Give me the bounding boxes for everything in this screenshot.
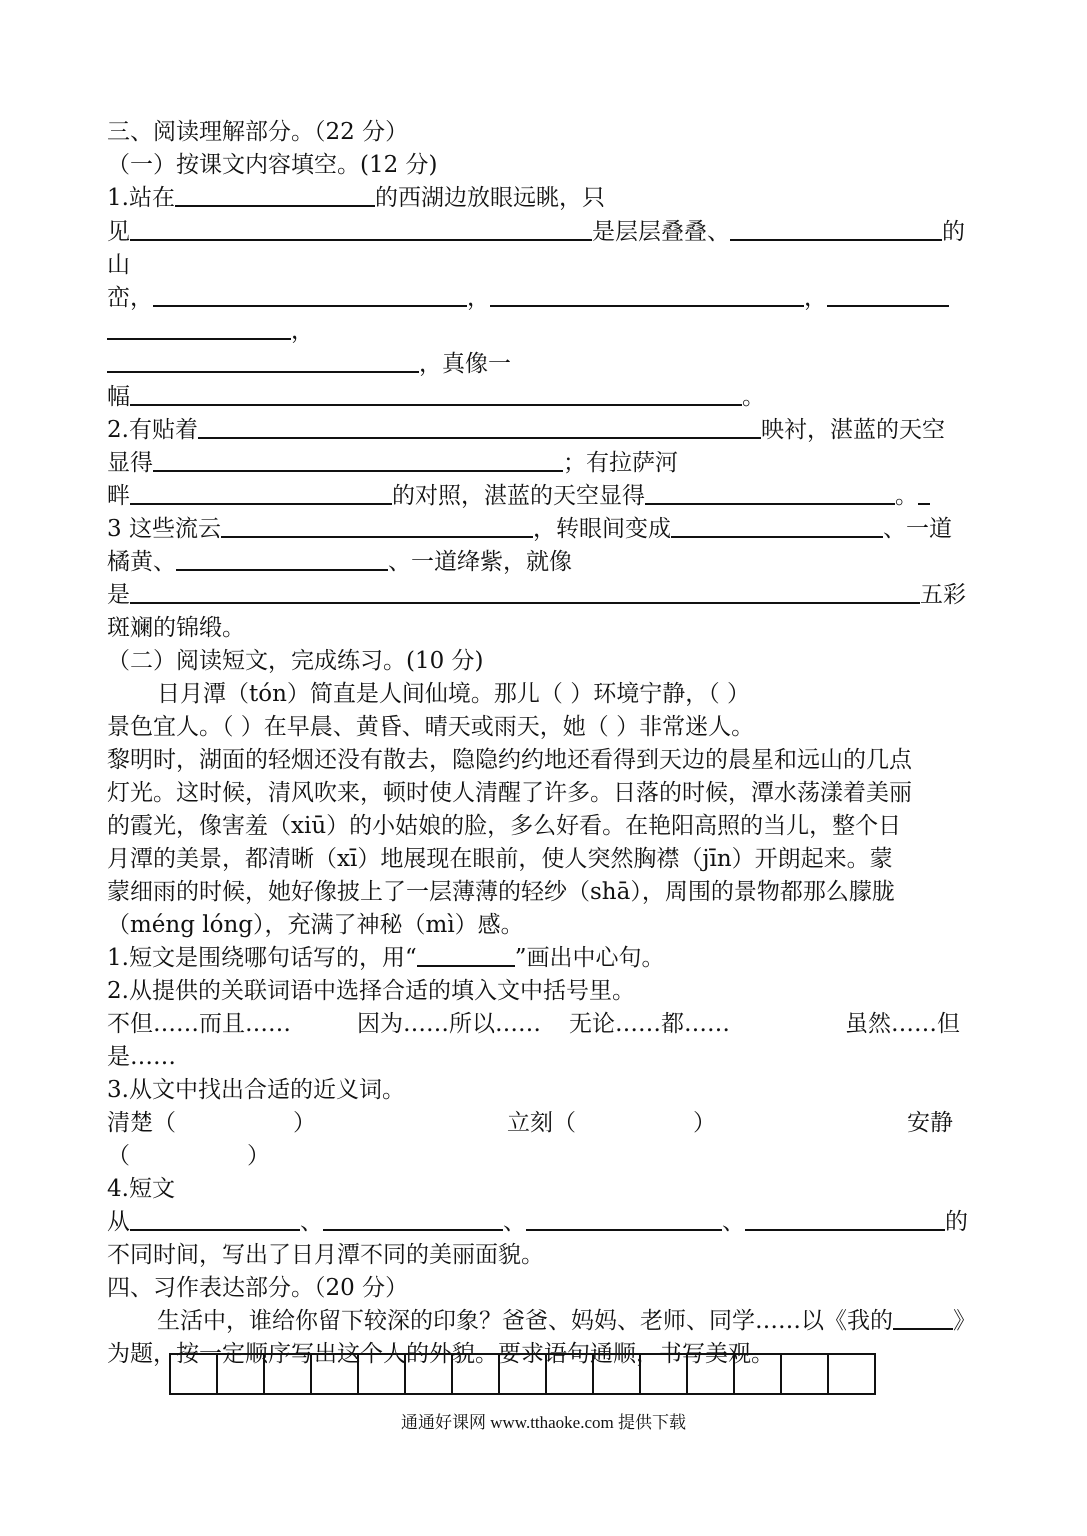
answer-blank[interactable] (671, 514, 883, 538)
synonym-row (107, 1107, 987, 1139)
passage-line: 日月潭（tón）简直是人间仙境。那儿（ ）环境宁静，（ ） (157, 681, 751, 707)
section3-heading: 三、阅读理解部分。（22 分） (107, 119, 409, 145)
passage-line: 景色宜人。（ ）在早晨、黄昏、晴天或雨天，她（ ）非常迷人。 (107, 714, 755, 740)
footer-text: 通通好课网 www.tthaoke.com 提供下载 (400, 1413, 687, 1432)
answer-blank[interactable] (107, 349, 419, 373)
grid-cell[interactable] (218, 1355, 265, 1393)
part2-q2: 2.从提供的关联词语中选择合适的填入文中括号里。 (107, 978, 635, 1004)
answer-blank[interactable] (198, 415, 761, 439)
q3-line2: 橘黄、 、一道绛紫，就像 (107, 549, 572, 575)
q1-line4: 峦， ， ， (107, 282, 949, 314)
passage-line: 蒙细雨的时候，她好像披上了一层薄薄的轻纱（shā），周围的景物都那么朦胧 (107, 879, 895, 905)
answer-blank[interactable] (107, 316, 291, 340)
answer-blank[interactable] (526, 1207, 722, 1231)
q2-line1: 2.有贴着 映衬，湛蓝的天空 (107, 417, 945, 443)
answer-blank[interactable] (730, 217, 942, 241)
q2-line3: 畔 的对照，湛蓝的天空显得 。 (107, 480, 930, 512)
answer-blank[interactable] (153, 448, 563, 472)
passage-line: 月潭的美景，都清晰（xī）地展现在眼前，使人突然胸襟（jīn）开朗起来。蒙 (107, 846, 893, 872)
grid-cell[interactable] (688, 1355, 735, 1393)
grid-cell[interactable] (500, 1355, 547, 1393)
q1-line7: 幅 。 (107, 384, 765, 410)
answer-blank[interactable] (827, 283, 949, 307)
grid-cell[interactable] (782, 1355, 829, 1393)
answer-blank[interactable] (175, 183, 375, 207)
part2-heading: （二）阅读短文，完成练习。(10 分) (107, 648, 484, 674)
answer-blank[interactable] (645, 481, 895, 505)
answer-blank[interactable] (417, 943, 515, 967)
conjunction-option: 虽然……但 (845, 1011, 960, 1037)
section4-heading: 四、习作表达部分。（20 分） (107, 1275, 409, 1301)
writing-grid[interactable] (169, 1353, 876, 1395)
q3-line1: 3 这些流云 ，转眼间变成 、一道 (107, 516, 952, 542)
part1-heading: （一）按课文内容填空。(12 分) (107, 152, 438, 178)
q2-line2: 显得 ；有拉萨河 (107, 450, 678, 476)
passage-line: 的霞光，像害羞（xiū）的小姑娘的脸，多么好看。在艳阳高照的当儿，整个日 (107, 813, 902, 839)
answer-blank[interactable] (176, 547, 388, 571)
part2-q3: 3.从文中找出合适的近义词。 (107, 1077, 405, 1103)
answer-blank[interactable] (130, 1207, 300, 1231)
grid-cell[interactable] (265, 1355, 312, 1393)
q3-line3: 是 五彩 (107, 582, 966, 608)
synonym-item: 清楚（ ） (107, 1110, 316, 1136)
synonym-item: 立刻（ ） (507, 1110, 716, 1136)
grid-cell[interactable] (406, 1355, 453, 1393)
answer-blank[interactable] (221, 514, 533, 538)
answer-blank[interactable] (130, 217, 592, 241)
passage-line: （méng lóng），充满了神秘（mì）感。 (107, 912, 524, 938)
grid-cell[interactable] (829, 1355, 874, 1393)
title-blank[interactable] (893, 1306, 953, 1330)
answer-blank[interactable] (323, 1207, 503, 1231)
passage-line: 灯光。这时候，清风吹来，顿时使人清醒了许多。日落的时候，潭水荡漾着美丽 (107, 780, 912, 806)
part2-q4-blanks: 从 、 、 、 的 (107, 1209, 968, 1235)
conjunction-continue: 是…… (107, 1044, 176, 1070)
q1-line2: 见 是层层叠叠、 的 (107, 219, 965, 245)
q3-line4: 斑斓的锦缎。 (107, 615, 245, 641)
essay-prompt: 生活中，谁给你留下较深的印象？爸爸、妈妈、老师、同学……以《我的 》 (157, 1308, 976, 1334)
grid-cell[interactable] (641, 1355, 688, 1393)
answer-blank[interactable] (130, 382, 742, 406)
grid-cell[interactable] (312, 1355, 359, 1393)
q1-line6: ，真像一 (107, 348, 511, 380)
answer-blank[interactable] (745, 1207, 945, 1231)
conjunction-option: 因为……所以…… (357, 1011, 541, 1037)
q1-line5: ， (107, 315, 314, 347)
answer-blank[interactable] (130, 580, 920, 604)
grid-cell[interactable] (359, 1355, 406, 1393)
answer-blank[interactable] (130, 481, 392, 505)
synonym-continue: （ ） (107, 1143, 270, 1169)
grid-cell[interactable] (547, 1355, 594, 1393)
synonym-item: 安静 (907, 1110, 953, 1136)
q1-line3: 山 (107, 252, 130, 278)
grid-cell[interactable] (453, 1355, 500, 1393)
conjunction-options (107, 1008, 987, 1040)
q1-line1: 1.站在 的西湖边放眼远眺，只 (107, 185, 605, 211)
part2-q4-end: 不同时间，写出了日月潭不同的美丽面貌。 (107, 1242, 544, 1268)
part2-q4: 4.短文 (107, 1176, 175, 1202)
answer-blank[interactable] (490, 283, 804, 307)
passage-line: 黎明时，湖面的轻烟还没有散去，隐隐约约地还看得到天边的晨星和远山的几点 (107, 747, 912, 773)
conjunction-option: 不但……而且…… (107, 1011, 291, 1037)
grid-cell[interactable] (171, 1355, 218, 1393)
grid-cell[interactable] (594, 1355, 641, 1393)
part2-q1: 1.短文是围绕哪句话写的，用“ ”画出中心句。 (107, 945, 665, 971)
essay-prompt-cont: 为题，按一定顺序写出这个人的外貌。要求语句通顺，书写美观。 (107, 1341, 774, 1367)
grid-cell[interactable] (735, 1355, 782, 1393)
answer-blank[interactable] (153, 283, 467, 307)
conjunction-option: 无论……都…… (569, 1011, 730, 1037)
